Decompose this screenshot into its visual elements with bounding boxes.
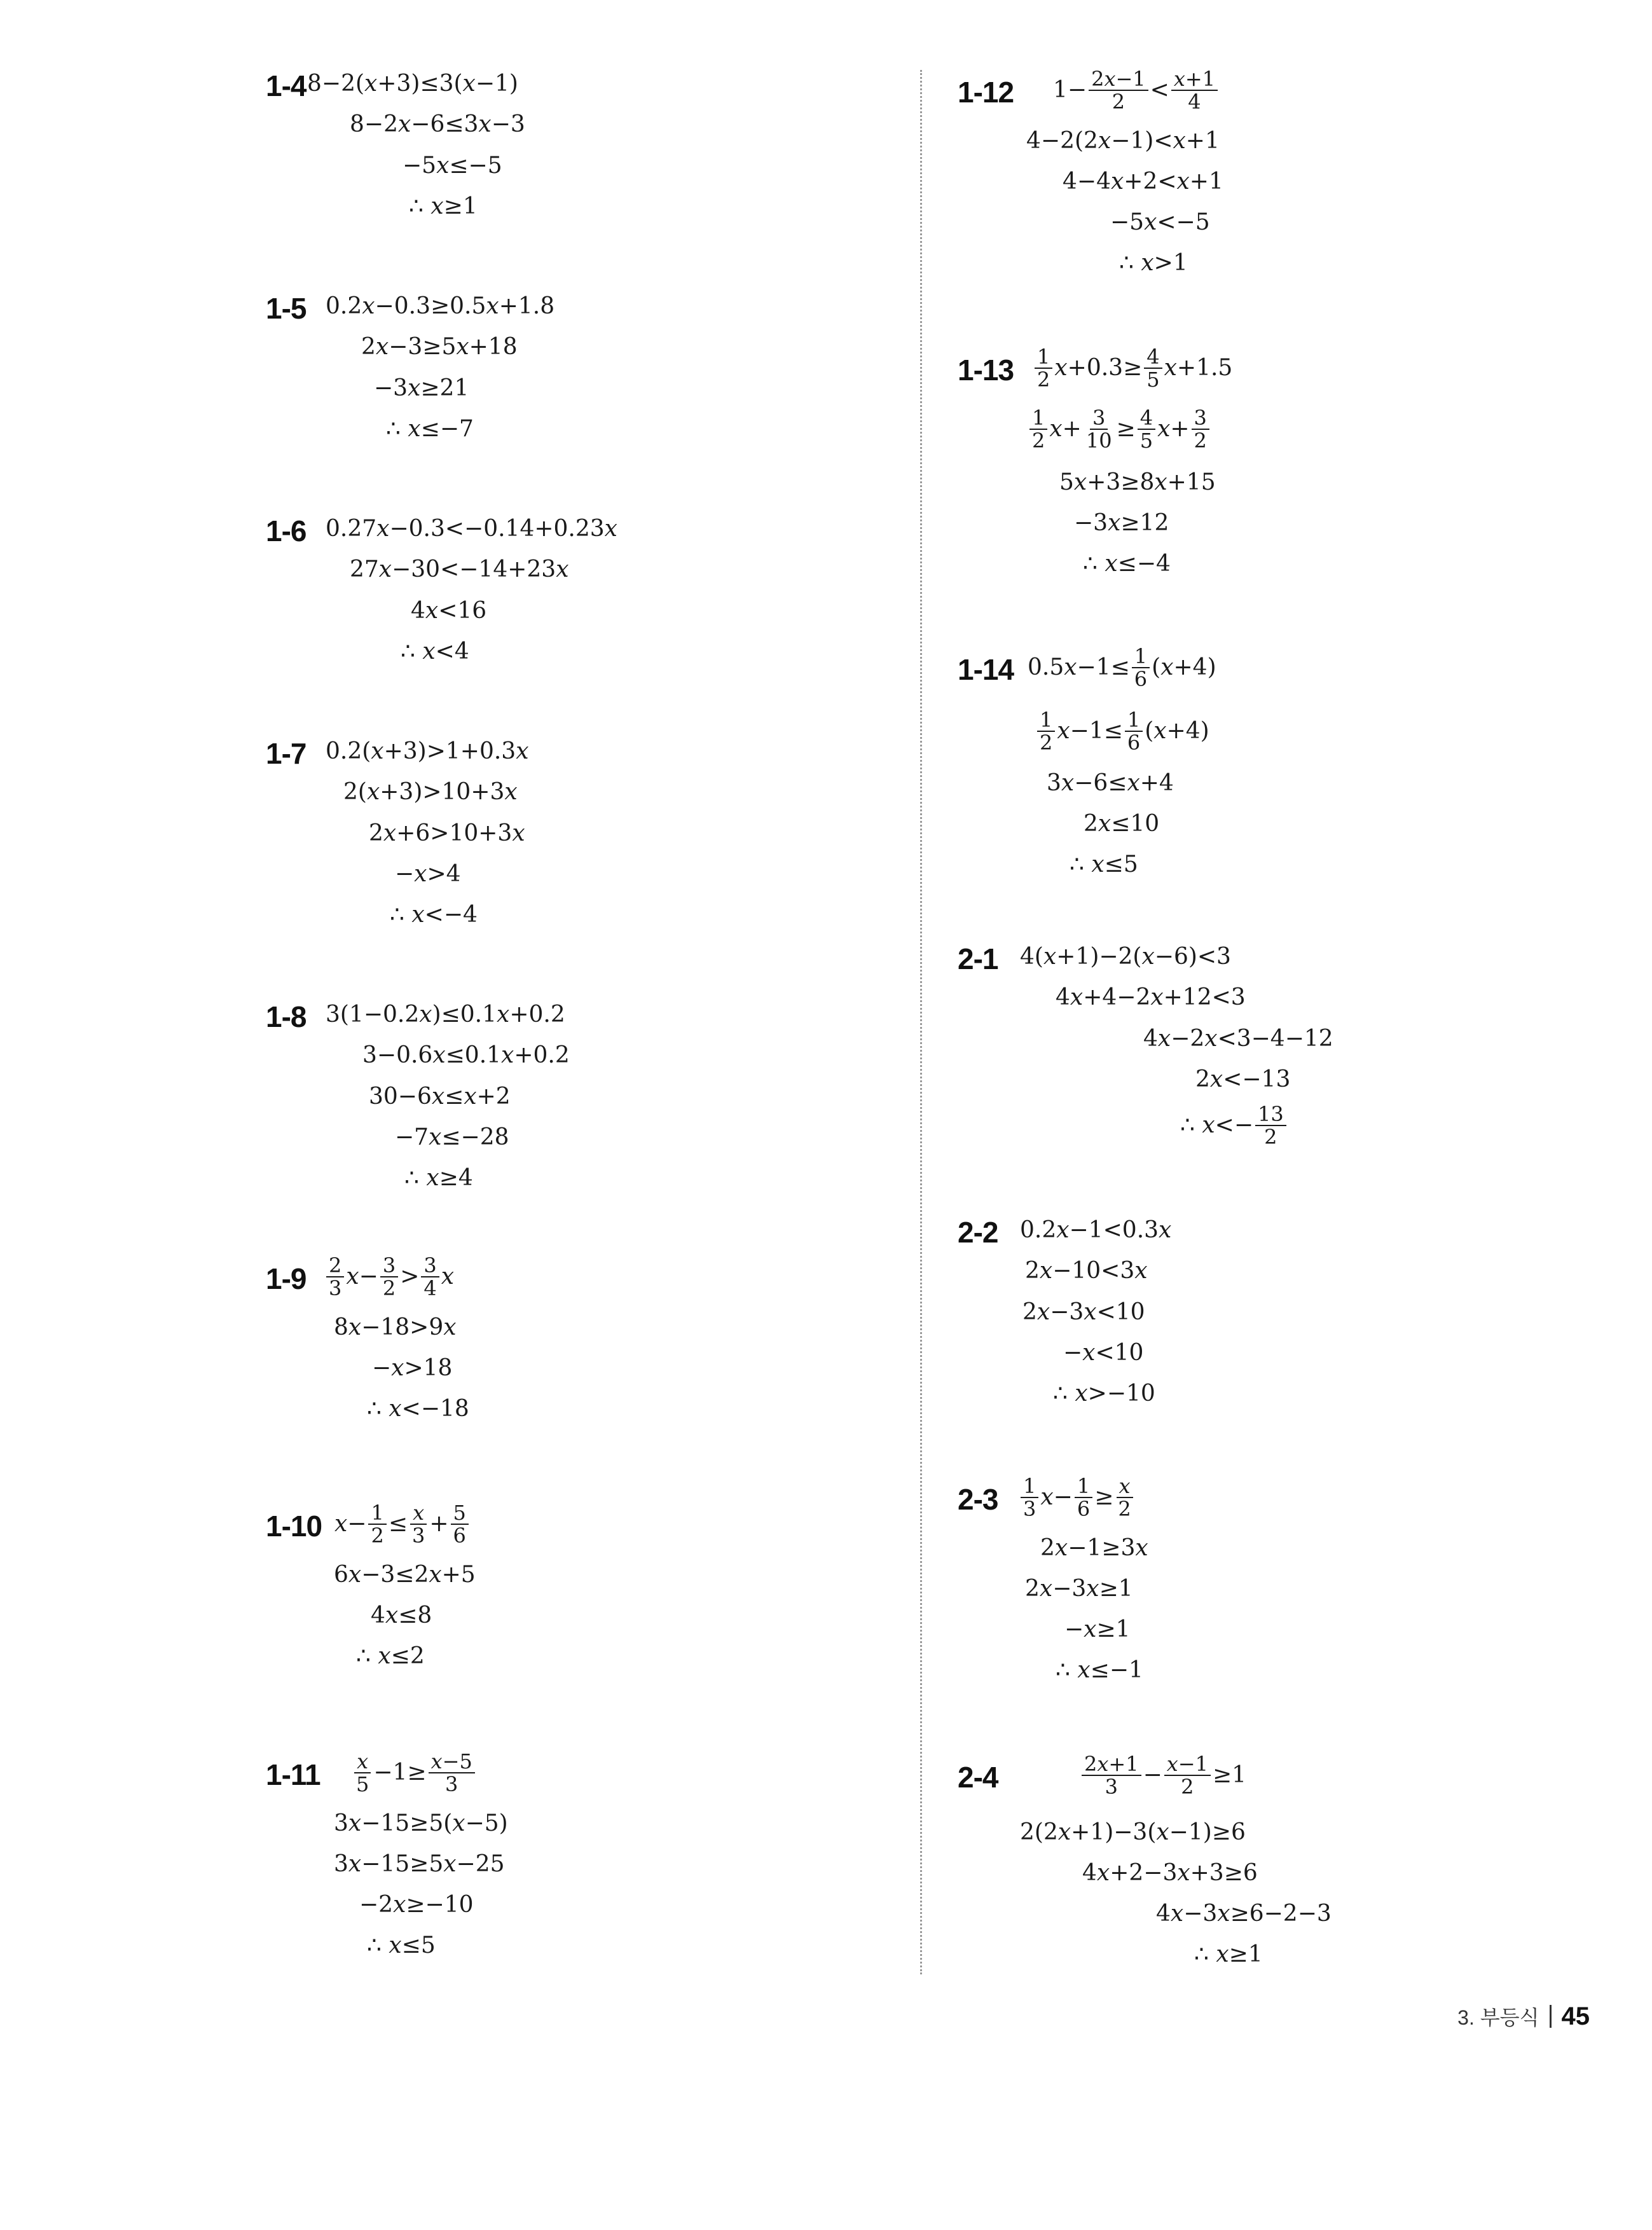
solution-step	[1035, 708, 1209, 755]
solution-step	[1143, 1019, 1333, 1059]
fraction-numerator: 1	[1125, 709, 1143, 732]
solution-step	[334, 1844, 505, 1885]
fraction	[1035, 346, 1052, 390]
fraction-denominator: 3	[329, 1276, 342, 1300]
fraction-denominator: 6	[453, 1524, 466, 1548]
math-text: 3𝑥−15≥5𝑥−25	[334, 1851, 505, 1877]
math-text: ≥	[1116, 416, 1136, 442]
solution-step	[1025, 1251, 1148, 1291]
solution-step	[326, 509, 617, 549]
math-text: 8−2(𝑥+3)≤3(𝑥−1)	[307, 71, 518, 97]
solution-step	[350, 549, 569, 590]
solution-step	[1063, 1333, 1143, 1373]
solution-step	[1025, 1569, 1133, 1609]
solution-step	[359, 1885, 474, 1925]
fraction-numerator: 3	[1090, 407, 1108, 430]
fraction-denominator: 3	[1023, 1497, 1036, 1521]
math-text: 3(1−0.2𝑥)≤0.1𝑥+0.2	[326, 1001, 565, 1028]
math-text: ∴ 𝑥≤5	[367, 1932, 436, 1958]
math-text: 2𝑥−10<3𝑥	[1025, 1258, 1148, 1284]
problem-label: 1-8	[266, 1000, 306, 1033]
problem-label: 1-12	[958, 76, 1014, 109]
solution-step	[1047, 763, 1174, 804]
math-text: ∴ 𝑥>−10	[1053, 1380, 1155, 1407]
solution-step	[1033, 345, 1233, 392]
math-text: 2𝑥−3𝑥≥1	[1025, 1576, 1133, 1602]
fraction	[1075, 1475, 1092, 1520]
solution-step	[1020, 1210, 1171, 1251]
math-text: ≥1	[1212, 1762, 1247, 1788]
fraction-denominator: 6	[1077, 1497, 1091, 1521]
solution-step	[1119, 243, 1188, 284]
fraction-denominator: 3	[445, 1772, 458, 1796]
page-footer	[1457, 2002, 1590, 2031]
math-text: 𝑥+0.3≥	[1054, 355, 1143, 381]
fraction-denominator: 3	[412, 1524, 425, 1548]
solution-step	[1020, 1812, 1246, 1853]
fraction-numerator: 𝑥	[410, 1502, 427, 1525]
math-text: 4𝑥+4−2𝑥+12<3	[1056, 984, 1246, 1010]
solution-step	[356, 1636, 425, 1677]
solution-step	[369, 1077, 511, 1117]
math-text: 2𝑥−1≥3𝑥	[1040, 1535, 1148, 1561]
math-text: 2𝑥−3≥5𝑥+18	[361, 334, 518, 360]
solution-step	[326, 731, 529, 772]
math-text: −𝑥≥1	[1064, 1616, 1131, 1642]
math-text: 4−2(2𝑥−1)<𝑥+1	[1026, 128, 1220, 154]
math-text: >	[400, 1263, 420, 1290]
fraction	[1132, 645, 1150, 690]
solution-step	[334, 1555, 476, 1595]
fraction-numerator: 2	[326, 1255, 344, 1277]
solution-step	[1040, 1528, 1148, 1569]
fraction-denominator: 10	[1085, 429, 1112, 453]
math-text: 𝑥+	[1049, 416, 1082, 442]
fraction	[354, 1751, 371, 1795]
solution-step	[1082, 1853, 1258, 1894]
math-text: 0.2𝑥−0.3≥0.5𝑥+1.8	[326, 293, 555, 319]
problem-label: 1-10	[266, 1510, 322, 1543]
fraction	[1029, 407, 1047, 451]
problem-label: 1-6	[266, 514, 306, 547]
fraction	[1164, 1753, 1211, 1798]
fraction-denominator: 5	[1146, 368, 1160, 392]
math-text: 𝑥+1.5	[1164, 355, 1233, 381]
solution-step	[1083, 544, 1171, 584]
solution-step	[374, 368, 469, 409]
math-text: <	[1150, 77, 1169, 103]
solution-step	[390, 895, 478, 935]
solution-step	[307, 64, 518, 104]
problem-label: 1-9	[266, 1262, 306, 1295]
math-text: 𝑥−	[1040, 1484, 1073, 1510]
fraction	[1125, 709, 1143, 754]
fraction	[410, 1502, 427, 1546]
math-text: 4𝑥−3𝑥≥6−2−3	[1156, 1901, 1332, 1927]
math-text: 4𝑥<16	[411, 598, 487, 624]
fraction	[1037, 709, 1055, 754]
math-text: 6𝑥−3≤2𝑥+5	[334, 1562, 476, 1588]
fraction-numerator: 𝑥−5	[429, 1751, 475, 1773]
solution-step	[1053, 1373, 1155, 1414]
math-text: 4𝑥≤8	[371, 1602, 432, 1628]
solution-step	[1028, 644, 1216, 691]
fraction-denominator: 2	[1037, 368, 1050, 392]
solution-step	[326, 995, 565, 1035]
math-text: 30−6𝑥≤𝑥+2	[369, 1084, 511, 1110]
math-text: ∴ 𝑥<−4	[390, 902, 478, 928]
problem-label: 2-4	[958, 1761, 998, 1794]
solution-step	[1020, 937, 1231, 977]
math-text: 1−	[1053, 77, 1087, 103]
math-text: ∴ 𝑥<4	[401, 638, 469, 664]
fraction	[1171, 68, 1218, 113]
math-text: 5𝑥+3≥8𝑥+15	[1059, 469, 1216, 495]
solution-step	[1195, 1059, 1290, 1100]
solution-step	[403, 146, 502, 186]
solution-step	[386, 409, 474, 450]
problem-label: 2-3	[958, 1483, 998, 1516]
problem-label: 2-2	[958, 1216, 998, 1249]
math-text: ≥	[1094, 1484, 1114, 1510]
math-text: −3𝑥≥12	[1074, 510, 1169, 536]
fraction-denominator: 2	[371, 1524, 384, 1548]
solution-step	[1180, 1102, 1288, 1149]
math-text: ∴ 𝑥≤5	[1070, 851, 1138, 878]
solution-step	[395, 854, 461, 895]
solution-step	[1194, 1934, 1263, 1975]
fraction-numerator: 1	[1132, 645, 1150, 668]
fraction-denominator: 3	[1105, 1775, 1118, 1799]
fraction-denominator: 4	[1188, 90, 1201, 114]
fraction	[1021, 1475, 1038, 1520]
solution-step	[1156, 1894, 1332, 1934]
fraction	[1082, 1753, 1141, 1798]
fraction-denominator: 2	[1194, 429, 1207, 453]
column-divider	[920, 70, 922, 1974]
math-text: 𝑥−	[346, 1263, 378, 1290]
solution-step	[1084, 804, 1159, 844]
math-text: ∴ 𝑥≥1	[409, 193, 478, 219]
math-text: −𝑥>4	[395, 861, 461, 887]
fraction-numerator: 2𝑥+1	[1082, 1753, 1141, 1776]
fraction-numerator: 3	[1192, 407, 1209, 430]
math-text: 2𝑥≤10	[1084, 811, 1160, 837]
fraction-numerator: 1	[1075, 1475, 1092, 1498]
math-text: −1≥	[373, 1759, 427, 1786]
solution-step	[334, 1803, 508, 1844]
solution-step	[404, 1158, 473, 1199]
math-text: 4−4𝑥+2<𝑥+1	[1063, 169, 1223, 195]
math-text: 𝑥−1≤	[1057, 718, 1123, 744]
problem-label: 1-4	[266, 69, 306, 102]
page-number: 45	[1561, 2002, 1590, 2030]
fraction	[1192, 407, 1209, 451]
fraction	[1089, 68, 1148, 113]
fraction-denominator: 2	[1181, 1775, 1194, 1799]
math-text: ∴ 𝑥≥4	[404, 1165, 473, 1191]
fraction	[368, 1502, 386, 1546]
fraction	[1144, 346, 1162, 390]
math-text: 3𝑥−6≤𝑥+4	[1047, 770, 1174, 796]
solution-step	[1110, 202, 1210, 243]
problem-label: 1-14	[958, 653, 1014, 686]
math-text: +	[429, 1511, 449, 1537]
fraction-numerator: 𝑥	[354, 1751, 371, 1773]
problem-label: 1-11	[266, 1758, 320, 1791]
fraction	[1115, 1475, 1133, 1520]
fraction-denominator: 4	[423, 1276, 437, 1300]
math-text: 4(𝑥+1)−2(𝑥−6)<3	[1020, 944, 1231, 970]
fraction	[1084, 407, 1115, 451]
fraction-numerator: 1	[1037, 709, 1055, 732]
math-text: −5𝑥<−5	[1110, 209, 1210, 235]
solution-step	[1074, 503, 1169, 544]
solution-step	[409, 186, 478, 227]
solution-step	[401, 631, 469, 672]
fraction-numerator: 4	[1144, 346, 1162, 369]
math-text: 27𝑥−30<−14+23𝑥	[350, 556, 569, 582]
fraction	[326, 1255, 344, 1299]
solution-step	[361, 327, 518, 368]
fraction-numerator: 4	[1138, 407, 1155, 430]
fraction-numerator: 𝑥	[1117, 1475, 1133, 1498]
solution-step	[324, 1253, 455, 1300]
fraction-numerator: 𝑥−1	[1164, 1753, 1211, 1776]
fraction-numerator: 3	[421, 1255, 439, 1277]
solution-step	[395, 1117, 509, 1158]
math-text: (𝑥+4)	[1152, 654, 1216, 680]
problem-label: 2-1	[958, 942, 998, 975]
math-text: −	[1143, 1762, 1162, 1788]
math-text: 𝑥	[441, 1263, 455, 1290]
fraction	[1138, 407, 1155, 451]
solution-step	[1026, 121, 1220, 162]
solution-step	[352, 1749, 477, 1796]
math-text: ∴ 𝑥≤−7	[386, 416, 474, 442]
solution-step	[1080, 1752, 1247, 1799]
solution-step	[326, 286, 554, 327]
math-text: −𝑥<10	[1063, 1340, 1144, 1366]
solution-step	[334, 1501, 471, 1548]
math-text: 𝑥−	[334, 1511, 367, 1537]
solution-step	[1019, 1474, 1136, 1521]
fraction-denominator: 6	[1134, 667, 1148, 691]
math-text: 2𝑥+6>10+3𝑥	[369, 820, 525, 846]
fraction-numerator: 1	[368, 1502, 386, 1525]
math-text: 2(𝑥+3)>10+3𝑥	[343, 779, 518, 805]
solution-step	[350, 104, 525, 145]
fraction-numerator: 1	[1021, 1475, 1038, 1498]
fraction-numerator: 5	[451, 1502, 469, 1525]
solution-step	[369, 813, 525, 854]
fraction-numerator: 2𝑥−1	[1089, 68, 1148, 91]
solution-step	[1070, 844, 1138, 885]
fraction-numerator: 13	[1255, 1103, 1286, 1126]
math-text: 2𝑥<−13	[1195, 1066, 1291, 1092]
solution-step	[334, 1307, 457, 1348]
problem-label: 1-13	[958, 354, 1014, 387]
math-text: 8𝑥−18>9𝑥	[334, 1314, 457, 1340]
fraction-denominator: 2	[1118, 1497, 1131, 1521]
fraction-denominator: 2	[1040, 731, 1053, 755]
fraction-denominator: 6	[1127, 731, 1141, 755]
fraction-denominator: 2	[1032, 429, 1045, 453]
math-text: 2(2𝑥+1)−3(𝑥−1)≥6	[1020, 1819, 1246, 1845]
fraction-denominator: 5	[1139, 429, 1153, 453]
solution-step	[1053, 67, 1220, 114]
solution-step	[371, 1595, 432, 1636]
fraction	[380, 1255, 398, 1299]
math-text: −5𝑥≤−5	[403, 153, 502, 179]
fraction-denominator: 5	[356, 1772, 369, 1796]
fraction-denominator: 2	[1112, 90, 1125, 114]
math-text: ∴ 𝑥<−18	[367, 1396, 469, 1422]
math-text: ∴ 𝑥≤−4	[1083, 551, 1171, 577]
math-text: ≤	[388, 1511, 408, 1537]
fraction-numerator: 𝑥+1	[1171, 68, 1218, 91]
fraction-numerator: 1	[1035, 346, 1052, 369]
fraction-numerator: 1	[1029, 407, 1047, 430]
math-text: ∴ 𝑥<−	[1180, 1112, 1253, 1138]
solution-step	[1056, 1650, 1143, 1691]
math-text: ∴ 𝑥≥1	[1194, 1941, 1263, 1967]
solution-step	[367, 1389, 469, 1429]
math-text: ∴ 𝑥≤2	[356, 1643, 425, 1669]
fraction	[1255, 1103, 1286, 1148]
math-text: 3−0.6𝑥≤0.1𝑥+0.2	[362, 1042, 570, 1068]
math-text: (𝑥+4)	[1145, 718, 1209, 744]
math-text: ∴ 𝑥>1	[1119, 250, 1188, 276]
math-text: 0.27𝑥−0.3<−0.14+0.23𝑥	[326, 516, 617, 542]
solution-step	[1028, 406, 1211, 453]
problem-label: 1-7	[266, 737, 306, 770]
fraction	[451, 1502, 469, 1546]
math-text: 0.5𝑥−1≤	[1028, 654, 1130, 680]
fraction-denominator: 2	[1264, 1125, 1277, 1149]
solution-step	[362, 1035, 570, 1076]
problem-label: 1-5	[266, 292, 306, 325]
math-text: −𝑥>18	[372, 1355, 453, 1381]
solution-step	[343, 772, 518, 813]
chapter-title: 3. 부등식	[1457, 2006, 1539, 2029]
math-text: −3𝑥≥21	[374, 375, 469, 401]
solution-step	[1056, 977, 1246, 1018]
solution-step	[1063, 162, 1223, 202]
fraction	[421, 1255, 439, 1299]
solution-step	[372, 1348, 452, 1389]
fraction-numerator: 3	[380, 1255, 398, 1277]
math-text: 𝑥+	[1157, 416, 1190, 442]
math-text: 4𝑥−2𝑥<3−4−12	[1143, 1026, 1333, 1052]
math-text: 8−2𝑥−6≤3𝑥−3	[350, 111, 525, 137]
fraction	[429, 1751, 475, 1795]
math-text: 3𝑥−15≥5(𝑥−5)	[334, 1810, 508, 1836]
footer-separator	[1550, 2005, 1552, 2028]
math-text: 0.2(𝑥+3)>1+0.3𝑥	[326, 738, 529, 764]
math-text: 2𝑥−3𝑥<10	[1022, 1299, 1145, 1325]
solution-step	[411, 591, 486, 631]
math-text: ∴ 𝑥≤−1	[1056, 1657, 1143, 1683]
math-text: −2𝑥≥−10	[359, 1892, 474, 1918]
math-text: 0.2𝑥−1<0.3𝑥	[1020, 1217, 1172, 1243]
solution-step	[1064, 1609, 1131, 1650]
solution-step	[1022, 1292, 1145, 1333]
solution-step	[1059, 462, 1216, 503]
math-text: 4𝑥+2−3𝑥+3≥6	[1082, 1860, 1258, 1886]
math-text: −7𝑥≤−28	[395, 1124, 509, 1150]
solution-step	[367, 1925, 436, 1966]
fraction-denominator: 2	[382, 1276, 396, 1300]
